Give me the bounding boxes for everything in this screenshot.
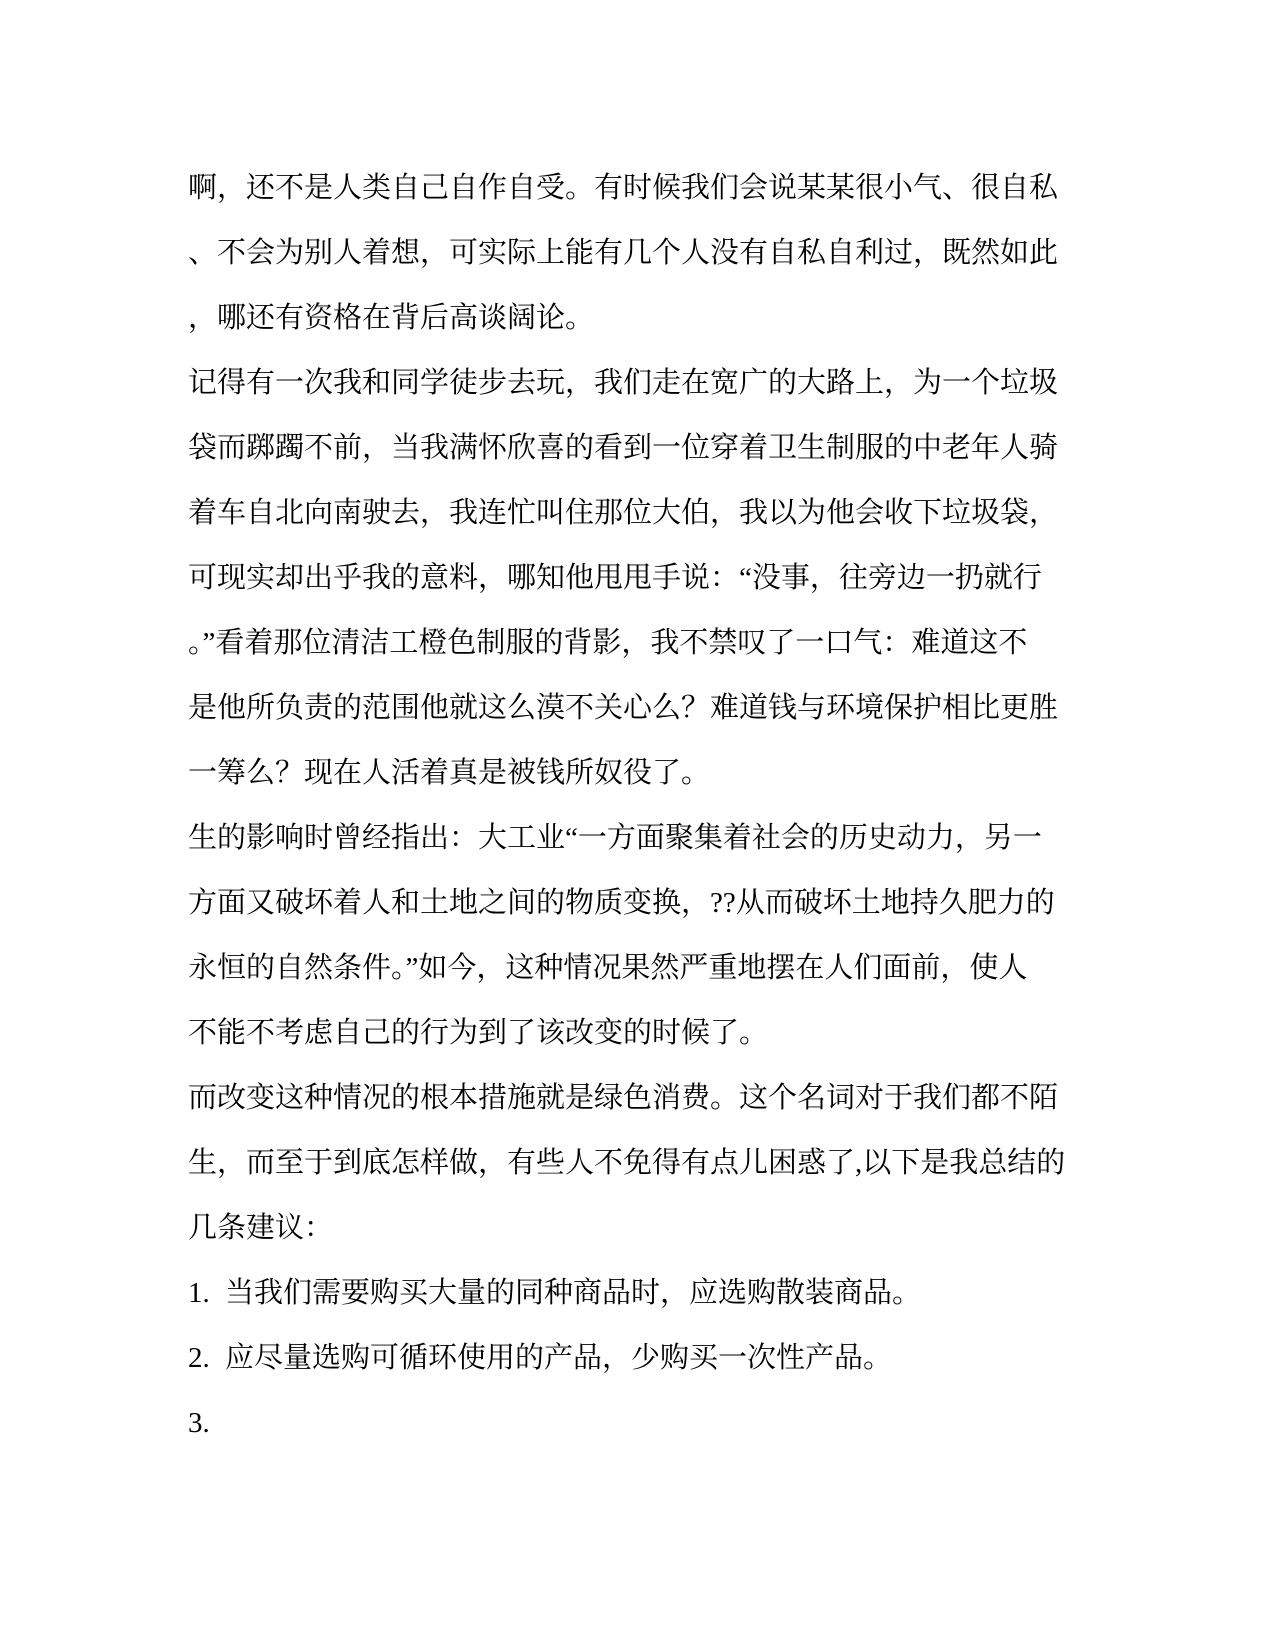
list-item xyxy=(188,1391,1088,1456)
text-line: ，哪还有资格在背后高谈阔论。 xyxy=(188,302,595,334)
list-item-text: 应尽量选购可循环使用的产品，少购买一次性产品。 xyxy=(225,1342,893,1374)
suggestion-list xyxy=(188,1261,1088,1456)
list-item-number: 3. xyxy=(188,1407,210,1439)
text-line: 方面又破坏着人和土地之间的物质变换，??从而破坏土地持久肥力的 xyxy=(188,887,1055,919)
text-line: 啊，还不是人类自己自作自受。有时候我们会说某某很小气、很自私 xyxy=(188,172,1059,204)
document-body xyxy=(188,156,1088,1456)
text-line: 生的影响时曾经指出：大工业“一方面聚集着社会的历史动力，另一 xyxy=(188,822,1042,854)
text-line: 永恒的自然条件。”如今，这种情况果然严重地摆在人们面前，使人 xyxy=(188,952,1028,984)
text-line: 着车自北向南驶去，我连忙叫住那位大伯，我以为他会收下垃圾袋， xyxy=(188,497,1059,529)
list-item xyxy=(188,1261,1088,1326)
list-item-number: 1. xyxy=(188,1277,210,1309)
text-line: 是他所负责的范围他就这么漠不关心么？难道钱与环境保护相比更胜 xyxy=(188,692,1059,724)
text-line: 几条建议： xyxy=(188,1212,334,1244)
text-line: 袋而踯躅不前，当我满怀欣喜的看到一位穿着卫生制服的中老年人骑 xyxy=(188,432,1059,464)
paragraph-2 xyxy=(188,351,1088,806)
text-line: 、不会为别人着想，可实际上能有几个人没有自私自利过，既然如此 xyxy=(188,237,1059,269)
text-line: 而改变这种情况的根本措施就是绿色消费。这个名词对于我们都不陌 xyxy=(188,1082,1059,1114)
text-line: 记得有一次我和同学徒步去玩，我们走在宽广的大路上，为一个垃圾 xyxy=(188,367,1059,399)
paragraph-4 xyxy=(188,1066,1088,1261)
text-line: 可现实却出乎我的意料，哪知他甩甩手说：“没事，往旁边一扔就行 xyxy=(188,562,1042,594)
list-item xyxy=(188,1326,1088,1391)
list-item-number: 2. xyxy=(188,1342,210,1374)
paragraph-3 xyxy=(188,806,1088,1066)
text-line: 。”看着那位清洁工橙色制服的背影，我不禁叹了一口气：难道这不 xyxy=(188,627,1028,659)
list-item-text: 当我们需要购买大量的同种商品时，应选购散装商品。 xyxy=(225,1277,922,1309)
text-line: 一筹么？现在人活着真是被钱所奴役了。 xyxy=(188,757,711,789)
text-line: 生，而至于到底怎样做，有些人不免得有点儿困惑了,以下是我总结的 xyxy=(188,1147,1066,1179)
paragraph-1 xyxy=(188,156,1088,351)
text-line: 不能不考虑自己的行为到了该改变的时候了。 xyxy=(188,1017,769,1049)
